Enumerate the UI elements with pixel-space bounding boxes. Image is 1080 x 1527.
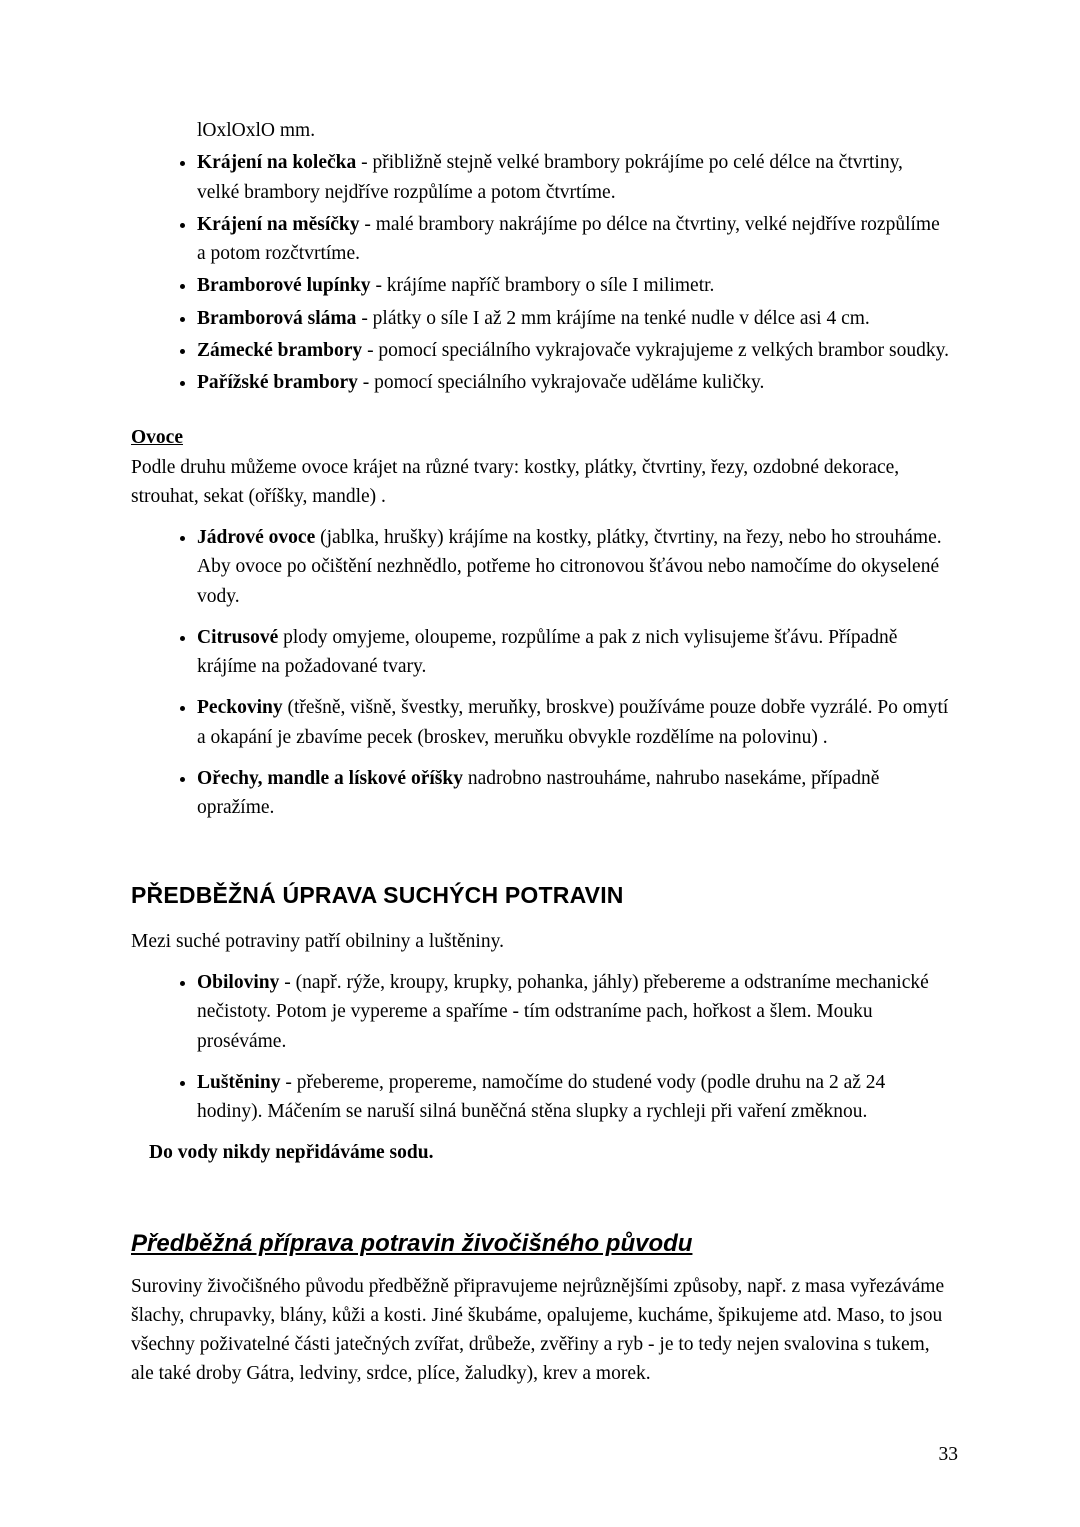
bullet-text: - malé brambory nakrájíme po délce na čtvrtiny, velké nejdříve rozpůlíme a potom rozčtvrtíme.	[197, 213, 940, 264]
section-heading-suche-potraviny: PŘEDBĚŽNÁ ÚPRAVA SUCHÝCH POTRAVIN	[131, 882, 624, 909]
bullet-term: Peckoviny	[197, 697, 283, 719]
bullet-text: (třešně, višně, švestky, meruňky, broskve) používáme pouze dobře vyzrálé. Po omytí a okapání je zbavíme pecek (broskev, meruňku obvykle rozdělíme na polovinu) .	[197, 697, 949, 748]
bullet-term: Jádrové ovoce	[197, 527, 316, 548]
bullet-text: - přibližně stejně velké brambory pokrájíme po celé délce na čtvrtiny, velké brambory nejdříve rozpůlíme a potom čtvrtíme.	[197, 152, 903, 203]
section-heading-ovoce: Ovoce	[131, 427, 183, 449]
fruit-list	[131, 523, 950, 822]
bullet-term: Pařížské brambory	[197, 372, 358, 393]
bullet-text: plody omyjeme, oloupeme, rozpůlíme a pak z nich vylisujeme šťávu. Případně krájíme na požadované tvary.	[197, 626, 898, 677]
bullet-text: - (např. rýže, kroupy, krupky, pohanka, jáhly) přebereme a odstraníme mechanické nečistoty. Potom je vypereme a spaříme - tím odstraníme pach, hořkost a šlem. Mouku proséváme.	[197, 972, 929, 1052]
list-item	[197, 1068, 950, 1127]
list-item	[197, 523, 950, 611]
page-number: 33	[938, 1443, 958, 1465]
section-intro-suche: Mezi suché potraviny patří obilniny a luštěniny.	[131, 930, 504, 952]
bullet-term: Obiloviny	[197, 972, 280, 993]
bullet-term: Luštěniny	[197, 1071, 281, 1093]
list-item	[197, 271, 950, 300]
bullet-text: (jablka, hrušky) krájíme na kostky, plátky, čtvrtiny, na řezy, nebo ho strouháme. Aby ovoce po očištění nezhnědlo, potřeme ho citronovou šťávou nebo namočíme do okyselené vody.	[197, 527, 942, 607]
list-item	[197, 304, 950, 333]
soda-warning-note: Do vody nikdy nepřidáváme sodu.	[149, 1142, 434, 1164]
continuation-line: lOxlOxlO mm.	[197, 120, 316, 141]
dry-foods-list	[131, 968, 950, 1126]
bullet-text: - pomocí speciálního vykrajovače uděláme kuličky.	[357, 372, 765, 393]
list-item	[197, 693, 950, 752]
section-intro-ovoce: Podle druhu můžeme ovoce krájet na různé tvary: kostky, plátky, čtvrtiny, řezy, ozdobné dekorace, strouhat, sekat (oříšky, mandle) .	[131, 456, 900, 507]
list-item	[197, 210, 950, 269]
bullet-term: Ořechy, mandle a lískové oříšky	[197, 767, 463, 789]
bullet-text: nadrobno nastrouháme, nahrubo nasekáme, případně opražíme.	[197, 767, 880, 818]
list-item	[197, 764, 950, 823]
bullet-text: - přebereme, propereme, namočíme do studené vody (podle druhu na 2 až 24 hodiny). Máčením se naruší silná buněčná stěna slupky a rychleji při vaření změknou.	[197, 1071, 886, 1122]
list-item	[197, 336, 950, 365]
bullet-text: - plátky o síle I až 2 mm krájíme na tenké nudle v délce asi 4 cm.	[356, 307, 870, 329]
bullet-term: Bramborová sláma	[197, 307, 357, 329]
section-heading-zivocisne: Předběžná příprava potravin živočišného původu	[131, 1229, 693, 1257]
bullet-term: Bramborové lupínky	[197, 275, 371, 297]
bullet-term: Krájení na kolečka	[197, 152, 357, 174]
bullet-term: Zámecké brambory	[197, 339, 363, 361]
list-item	[197, 968, 950, 1056]
bullet-term: Citrusové	[197, 626, 279, 648]
list-item	[197, 148, 950, 207]
bullet-text: - krájíme napříč brambory o síle I milimetr.	[370, 275, 715, 297]
list-item	[197, 623, 950, 682]
bullet-text: - pomocí speciálního vykrajovače vykrajujeme z velkých brambor soudky.	[362, 339, 949, 361]
potato-cuts-list	[131, 148, 950, 397]
zivocisne-paragraph: Suroviny živočišného původu předběžně připravujeme nejrůznějšími způsoby, např. z masa vyřezáváme šlachy, chrupavky, blány, kůži a kosti. Jiné škubáme, opalujeme, kucháme, špikujeme atd. Maso, to jsou všechny poživatelné části jatečných zvířat, drůbeže, zvěřiny a ryb - je to tedy nejen svalovina s tukem, ale také droby Gátra, ledviny, srdce, plíce, žaludky), krev a morek.	[131, 1275, 945, 1385]
list-item	[197, 368, 950, 397]
bullet-term: Krájení na měsíčky	[197, 213, 360, 235]
